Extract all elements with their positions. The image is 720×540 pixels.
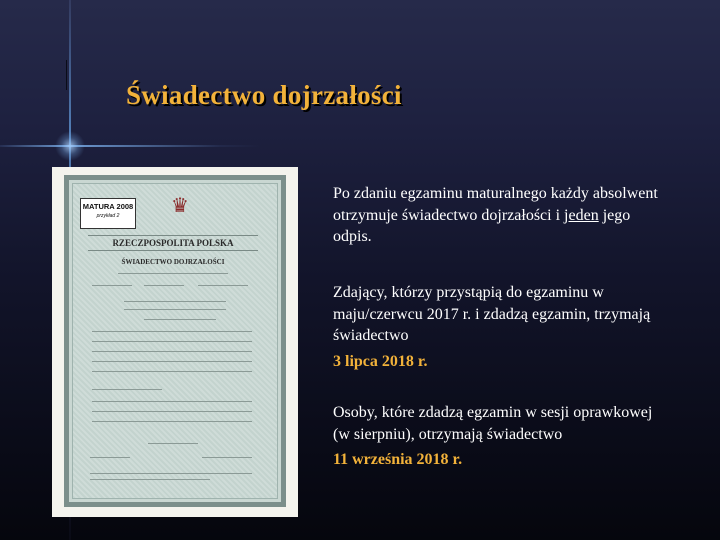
certificate-text-line bbox=[90, 473, 252, 474]
decorative-horizontal-line bbox=[0, 145, 260, 147]
certificate-stamp bbox=[80, 198, 136, 229]
certificate-text-line bbox=[144, 319, 216, 320]
paragraph-2-date: 3 lipca 2018 r. bbox=[333, 352, 428, 370]
certificate-text-line bbox=[148, 443, 198, 444]
certificate-image bbox=[52, 167, 298, 517]
certificate-header: RZECZPOSPOLITA POLSKA bbox=[88, 235, 258, 251]
certificate-text-line bbox=[198, 285, 248, 286]
stamp-line1: MATURA 2008 bbox=[82, 202, 134, 211]
paragraph-1-suffix: jego odpis. bbox=[333, 206, 631, 245]
certificate-text-line bbox=[124, 309, 226, 310]
certificate-text-line bbox=[92, 361, 252, 362]
stamp-line2: przykład 2 bbox=[96, 213, 120, 219]
decorative-vertical-mark bbox=[66, 60, 67, 90]
paragraph-2-text: Zdający, którzy przystąpią do egzaminu w maju/czerwcu 2017 r. i zdadzą egzamin, trzymają świadectwo bbox=[333, 284, 651, 344]
paragraph-1-underlined: jeden bbox=[564, 206, 599, 224]
paragraph-3-text: Osoby, które zdadzą egzamin w sesji oprawkowej (w sierpniu), otrzymają świadectwo bbox=[333, 404, 653, 443]
certificate-text-line bbox=[92, 331, 252, 332]
eagle-emblem-icon: ♛ bbox=[171, 195, 189, 217]
paragraph-1-text: Po zdaniu egzaminu maturalnego każdy absolwent otrzymuje świadectwo dojrzałości i bbox=[333, 185, 658, 224]
certificate-text-line bbox=[92, 371, 252, 372]
certificate-text-line bbox=[118, 273, 228, 274]
paragraph-3 bbox=[333, 402, 663, 471]
certificate-text-line bbox=[144, 285, 184, 286]
certificate-text-line bbox=[90, 479, 210, 480]
paragraph-3-date: 11 września 2018 r. bbox=[333, 451, 463, 468]
paragraph-2 bbox=[333, 282, 663, 372]
certificate-subheader: ŚWIADECTWO DOJRZAŁOŚCI bbox=[121, 258, 225, 266]
slide-title: Świadectwo dojrzałości bbox=[126, 80, 402, 110]
certificate-text-line bbox=[92, 389, 162, 390]
certificate-text-line bbox=[92, 411, 252, 412]
paragraph-1 bbox=[333, 183, 663, 248]
certificate-text-line bbox=[92, 285, 132, 286]
certificate-text-line bbox=[92, 401, 252, 402]
certificate-text-line bbox=[92, 351, 252, 352]
certificate-text-line bbox=[90, 457, 130, 458]
decorative-glow bbox=[55, 131, 85, 161]
certificate-text-line bbox=[92, 341, 252, 342]
certificate-text-line bbox=[124, 301, 226, 302]
certificate-text-line bbox=[92, 421, 252, 422]
certificate-text-line bbox=[202, 457, 252, 458]
